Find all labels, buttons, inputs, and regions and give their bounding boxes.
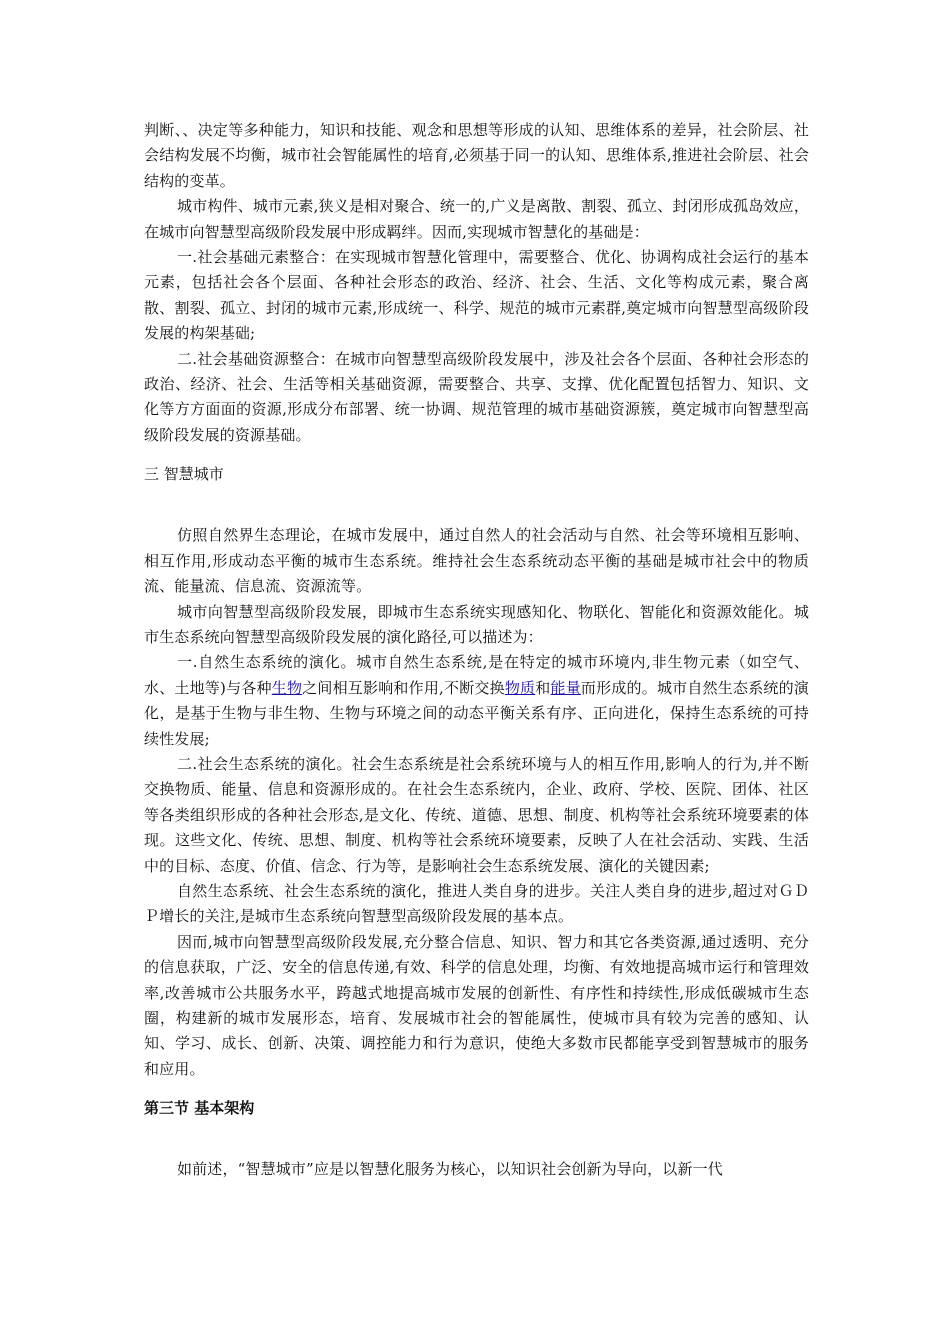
paragraph: 二.社会生态系统的演化。社会生态系统是社会系统环境与人的相互作用,影响人的行为,并不断交换物质、能量、信息和资源形成的。在社会生态系统内，企业、政府、学校、医院、团体、社区等各类组织形成的各种社会形态,是文化、传统、道德、思想、制度、机构等社会系统环境要素的体现。这些文化、传统、思想、制度、机构等社会系统环境要素，反映了人在社会活动、实践、生活中的目标、态度、价值、信念、行为等，是影响社会生态系统发展、演化的关键因素; [144, 754, 809, 875]
paragraph: 仿照自然界生态理论，在城市发展中，通过自然人的社会活动与自然、社会等环境相互影响、相互作用,形成动态平衡的城市生态系统。维持社会生态系统动态平衡的基础是城市社会中的物质流、能量流、信息流、资源流等。 [144, 526, 809, 596]
section-heading-smart-city: 三 智慧城市 [144, 465, 224, 484]
paragraph: 如前述，“智慧城市”应是以智慧化服务为核心，以知识社会创新为导向，以新一代 [177, 1160, 723, 1179]
text-run: 和 [535, 678, 551, 697]
link-matter[interactable]: 物质 [504, 678, 536, 697]
paragraph: 自然生态系统、社会生态系统的演化，推进人类自身的进步。关注人类自身的进步,超过对ＧＤＰ增长的关注,是城市生态系统向智慧型高级阶段发展的基本点。 [144, 881, 809, 926]
document-page [144, 118, 809, 1183]
text-run: 而形成的。城市自然生态系统的演化，是基于生物与非生物、生物与环境之间的动态平衡关系有序、正向进化，保持生态系统的可持续性发展; [144, 678, 809, 748]
paragraph: 城市向智慧型高级阶段发展，即城市生态系统实现感知化、物联化、智能化和资源效能化。城市生态系统向智慧型高级阶段发展的演化路径,可以描述为： [144, 602, 809, 646]
paragraph: 一.社会基础元素整合：在实现城市智慧化管理中，需要整合、优化、协调构成社会运行的基本元素，包括社会各个层面、各种社会形态的政治、经济、社会、生活、文化等构成元素，聚合离散、割裂、孤立、封闭的城市元素,形成统一、科学、规范的城市元素群,奠定城市向智慧型高级阶段发展的构架基础; [144, 248, 809, 343]
link-energy[interactable]: 能量 [550, 678, 581, 697]
link-organism[interactable]: 生物 [271, 678, 303, 697]
paragraph-with-links [144, 650, 809, 752]
section-heading-basic-architecture: 第三节 基本架构 [144, 1099, 255, 1118]
text-run: 一.自然生态系统的演化。城市自然生态系统,是在特定的城市环境内,非生物元素（如空气、水、土地等)与各种 [144, 653, 809, 697]
paragraph: 城市构件、城市元素,狭义是相对聚合、统一的,广义是离散、割裂、孤立、封闭形成孤岛效应，在城市向智慧型高级阶段发展中形成羁绊。因而,实现城市智慧化的基础是： [144, 197, 809, 241]
text-run: 之间相互影响和作用,不断交换 [302, 678, 505, 697]
paragraph: 因而,城市向智慧型高级阶段发展,充分整合信息、知识、智力和其它各类资源,通过透明、充分的信息获取，广泛、安全的信息传递,有效、科学的信息处理，均衡、有效地提高城市运行和管理效率,改善城市公共服务水平，跨越式地提高城市发展的创新性、有序性和持续性,形成低碳城市生态圈，构建新的城市发展形态，培育、发展城市社会的智能属性，使城市具有较为完善的感知、认知、学习、成长、创新、决策、调控能力和行为意识，使绝大多数市民都能享受到智慧城市的服务和应用。 [144, 932, 809, 1078]
paragraph: 二.社会基础资源整合：在城市向智慧型高级阶段发展中，涉及社会各个层面、各种社会形态的政治、经济、社会、生活等相关基础资源，需要整合、共享、支撑、优化配置包括智力、知识、文化等方方面面的资源,形成分布部署、统一协调、规范管理的城市基础资源簇，奠定城市向智慧型高级阶段发展的资源基础。 [144, 349, 809, 444]
paragraph: 判断、、决定等多种能力，知识和技能、观念和思想等形成的认知、思维体系的差异，社会阶层、社会结构发展不均衡，城市社会智能属性的培育,必须基于同一的认知、思维体系,推进社会阶层、社会结构的变革。 [144, 121, 809, 190]
